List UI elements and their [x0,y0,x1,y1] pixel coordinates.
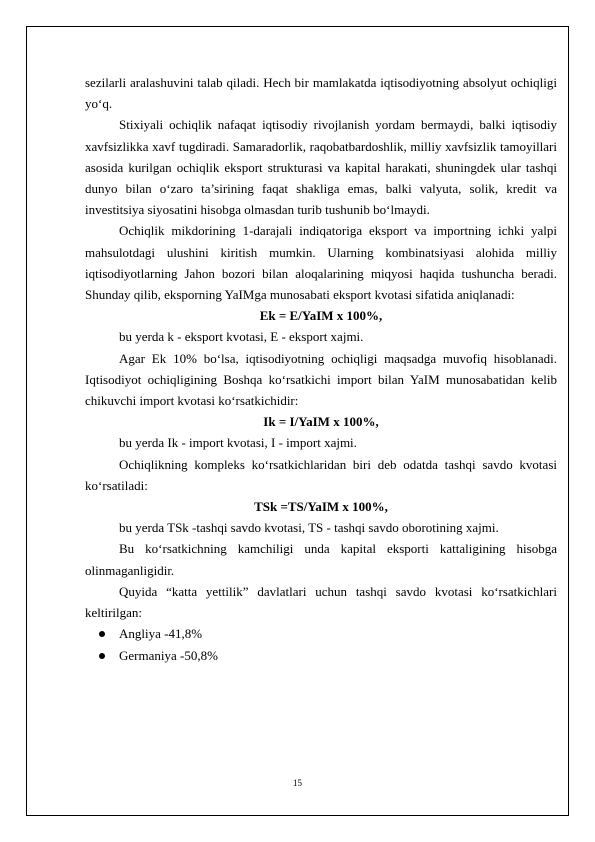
list-item [85,623,557,645]
document-body [85,72,557,667]
list-item-text: Angliya -41,8% [119,626,203,642]
list-item [85,645,557,667]
paragraph-2: Stixiyali ochiqlik nafaqat iqtisodiy rivojlanish yordam bermaydi, balki iqtisodiy xavfsizlikka xavf tugdiradi. Samaradorlik, raqobatbardoshlik, milliy xavfsizlik tamoyillari asosida kurilgan ochiqlik eksport strukturasi va kapital harakati, shuningdek ular tashqi dunyo bilan o‘zaro ta’sirining faqat shakliga emas, balki valyuta, solik, kredit va investitsiya siyosatini hisobga olmasdan turib tushunib bo‘lmaydi. [85,117,557,218]
paragraph-3: Ochiqlik mikdorining 1-darajali indiqatoriga eksport va importning ichki yalpi mahsulotdagi ulushini kiritish mumkin. Ularning kombinatsiyasi alohida milliy iqtisodiyotlarning Jahon bozori bilan aloqalarining miqyosi haqida tushuncha beradi. Shunday qilib, eksporning YaIMga munosabati eksport kvotasi sifatida aniqlanadi: [85,223,557,303]
page-number: 15 [293,778,302,788]
bullet-list [85,623,557,667]
formula-export-quota: Ek = E/YaIM x 100%, [259,308,383,324]
paragraph-6: Bu ko‘rsatkichning kamchiligi unda kapital eksporti kattaligining hisobga olinmaganligidir. [85,541,557,578]
paragraph-1: sezilarli aralashuvini talab qiladi. Hech bir mamlakatda iqtisodiyotning absolyut ochiqligi yo‘q. [85,75,557,112]
paragraph-4: Agar Ek 10% bo‘lsa, iqtisodiyotning ochiqligi maqsadga muvofiq hisoblanadi. Iqtisodiyot ochiqligining Boshqa ko‘rsatkichi import bilan YaIM munosabatidan kelib chikuvchi import kvotasi ko‘rsatkichidir: [85,350,557,409]
bullet-icon [99,653,105,659]
paragraph-7: Quyida “katta yettilik” davlatlari uchun tashqi savdo kvotasi ko‘rsatkichlari keltirilgan: [85,583,557,621]
paragraph-5: Ochiqlikning kompleks ko‘rsatkichlaridan biri deb odatda tashqi savdo kvotasi ko‘rsatiladi: [85,456,557,493]
bullet-icon [99,631,105,637]
formula-import-quota: Ik = I/YaIM x 100%, [263,414,379,430]
formula-note-1: bu yerda k - eksport kvotasi, E - eksport xajmi. [119,329,364,345]
list-item-text: Germaniya -50,8% [119,648,218,664]
formula-note-2: bu yerda Ik - import kvotasi, I - import xajmi. [119,435,357,451]
formula-trade-quota: TSk =TS/YaIM x 100%, [254,499,388,515]
formula-note-3: bu yerda TSk -tashqi savdo kvotasi, TS - tashqi savdo oborotining xajmi. [119,520,499,536]
